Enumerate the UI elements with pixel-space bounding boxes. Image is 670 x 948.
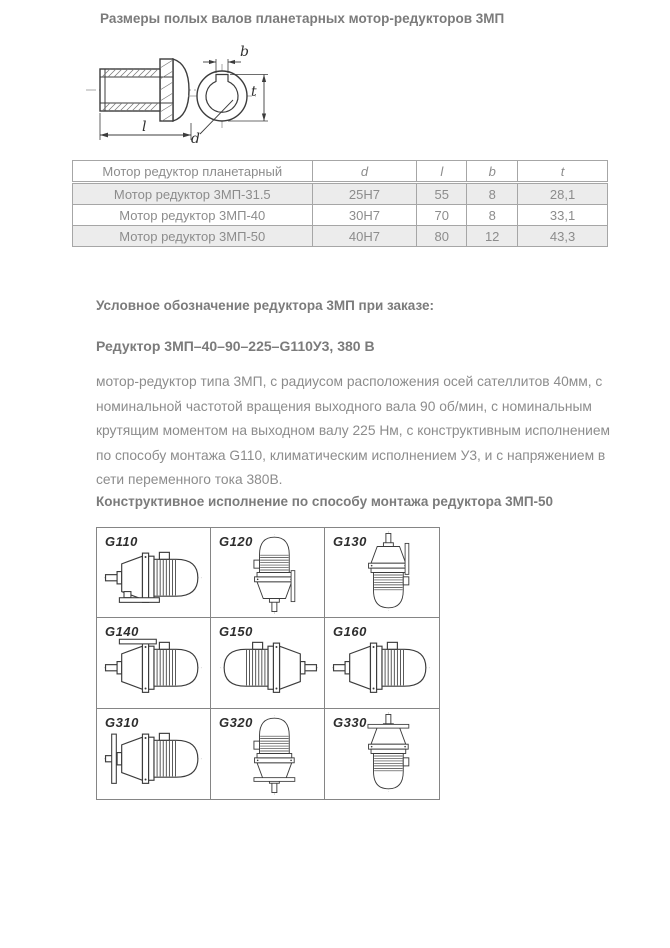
cell-b: 12	[467, 226, 518, 247]
cell-b: 8	[467, 205, 518, 226]
cell-d: 30H7	[312, 205, 417, 226]
cell-l: 70	[417, 205, 467, 226]
ordering-heading: Условное обозначение редуктора 3МП при заказе:	[96, 298, 435, 313]
dim-label-b: b	[240, 44, 249, 60]
motor-horizontal-shaft-left-icon	[332, 633, 432, 704]
cell-t: 28,1	[518, 183, 608, 205]
cell-l: 55	[417, 183, 467, 205]
dim-label-d: d	[191, 131, 200, 147]
table-row	[73, 183, 608, 205]
shaft-dimensions-table	[72, 160, 608, 247]
dim-label-t: t	[251, 84, 257, 100]
cell-name: Мотор редуктор 3МП-50	[73, 226, 313, 247]
table-row	[73, 205, 608, 226]
designation-description: мотор-редуктор типа 3МП, с радиусом расположения осей сателлитов 40мм, с номинальной частотой вращения выходного вала 90 об/мин, с номинальным крутящим моментом на выходном валу 225 Нм, с конструктивным исполнением по способу монтажа G110, климатическим исполнением У3, и с напряжением в сети переменного тока 380В.	[96, 374, 610, 487]
motor-vertical-shaft-up-side-flange-icon	[358, 531, 420, 614]
mounting-cell-g120	[211, 528, 325, 618]
cell-t: 43,3	[518, 226, 608, 247]
table-header-row	[73, 161, 608, 183]
cell-name: Мотор редуктор 3МП-40	[73, 205, 313, 226]
mounting-variant-label: G110	[105, 534, 138, 549]
mounting-heading: Конструктивное исполнение по способу монтажа редуктора 3МП-50	[96, 494, 554, 509]
mounting-cell-g150	[211, 618, 325, 708]
mounting-cell-g160	[325, 618, 439, 708]
col-header-b: b	[467, 161, 518, 183]
hollow-shaft-drawing	[82, 44, 307, 152]
cell-t: 33,1	[518, 205, 608, 226]
mounting-configurations-grid	[96, 527, 440, 800]
mounting-variant-label: G320	[219, 714, 253, 730]
page-title: Размеры полых валов планетарных мотор-редукторов 3МП	[100, 11, 505, 26]
mounting-variant-label: G310	[105, 714, 139, 730]
col-header-name: Мотор редуктор планетарный	[73, 161, 313, 183]
col-header-t: t	[518, 161, 608, 183]
dim-label-l: l	[142, 119, 147, 135]
mounting-cell-g320	[211, 709, 325, 799]
col-header-l: l	[417, 161, 467, 183]
cell-d: 40H7	[312, 226, 417, 247]
mounting-variant-label: G140	[105, 624, 139, 640]
mounting-variant-label: G330	[333, 714, 367, 730]
cell-name: Мотор редуктор 3МП-31.5	[73, 183, 313, 205]
mounting-cell-g130	[325, 528, 439, 618]
motor-horizontal-shaft-right-icon	[218, 633, 318, 704]
table-row	[73, 226, 608, 247]
cell-l: 80	[417, 226, 467, 247]
col-header-d: d	[312, 161, 417, 183]
cell-d: 25H7	[312, 183, 417, 205]
cell-b: 8	[467, 183, 518, 205]
mounting-variant-label: G160	[333, 624, 367, 640]
motor-vertical-shaft-up-top-flange-icon	[358, 712, 420, 795]
mounting-variant-label: G130	[333, 534, 367, 549]
mounting-cell-g110	[97, 528, 211, 618]
motor-horizontal-feet-icon	[104, 543, 204, 614]
order-designation: Редуктор 3МП–40–90–225–G110У3, 380 В	[96, 338, 375, 354]
motor-horizontal-flange-disc-icon	[104, 724, 204, 795]
mounting-variant-label: G120	[219, 534, 253, 549]
mounting-cell-g310	[97, 709, 211, 799]
mounting-variant-label: G150	[219, 624, 253, 640]
mounting-cell-g140	[97, 618, 211, 708]
motor-horizontal-top-plate-icon	[104, 633, 204, 704]
mounting-cell-g330	[325, 709, 439, 799]
